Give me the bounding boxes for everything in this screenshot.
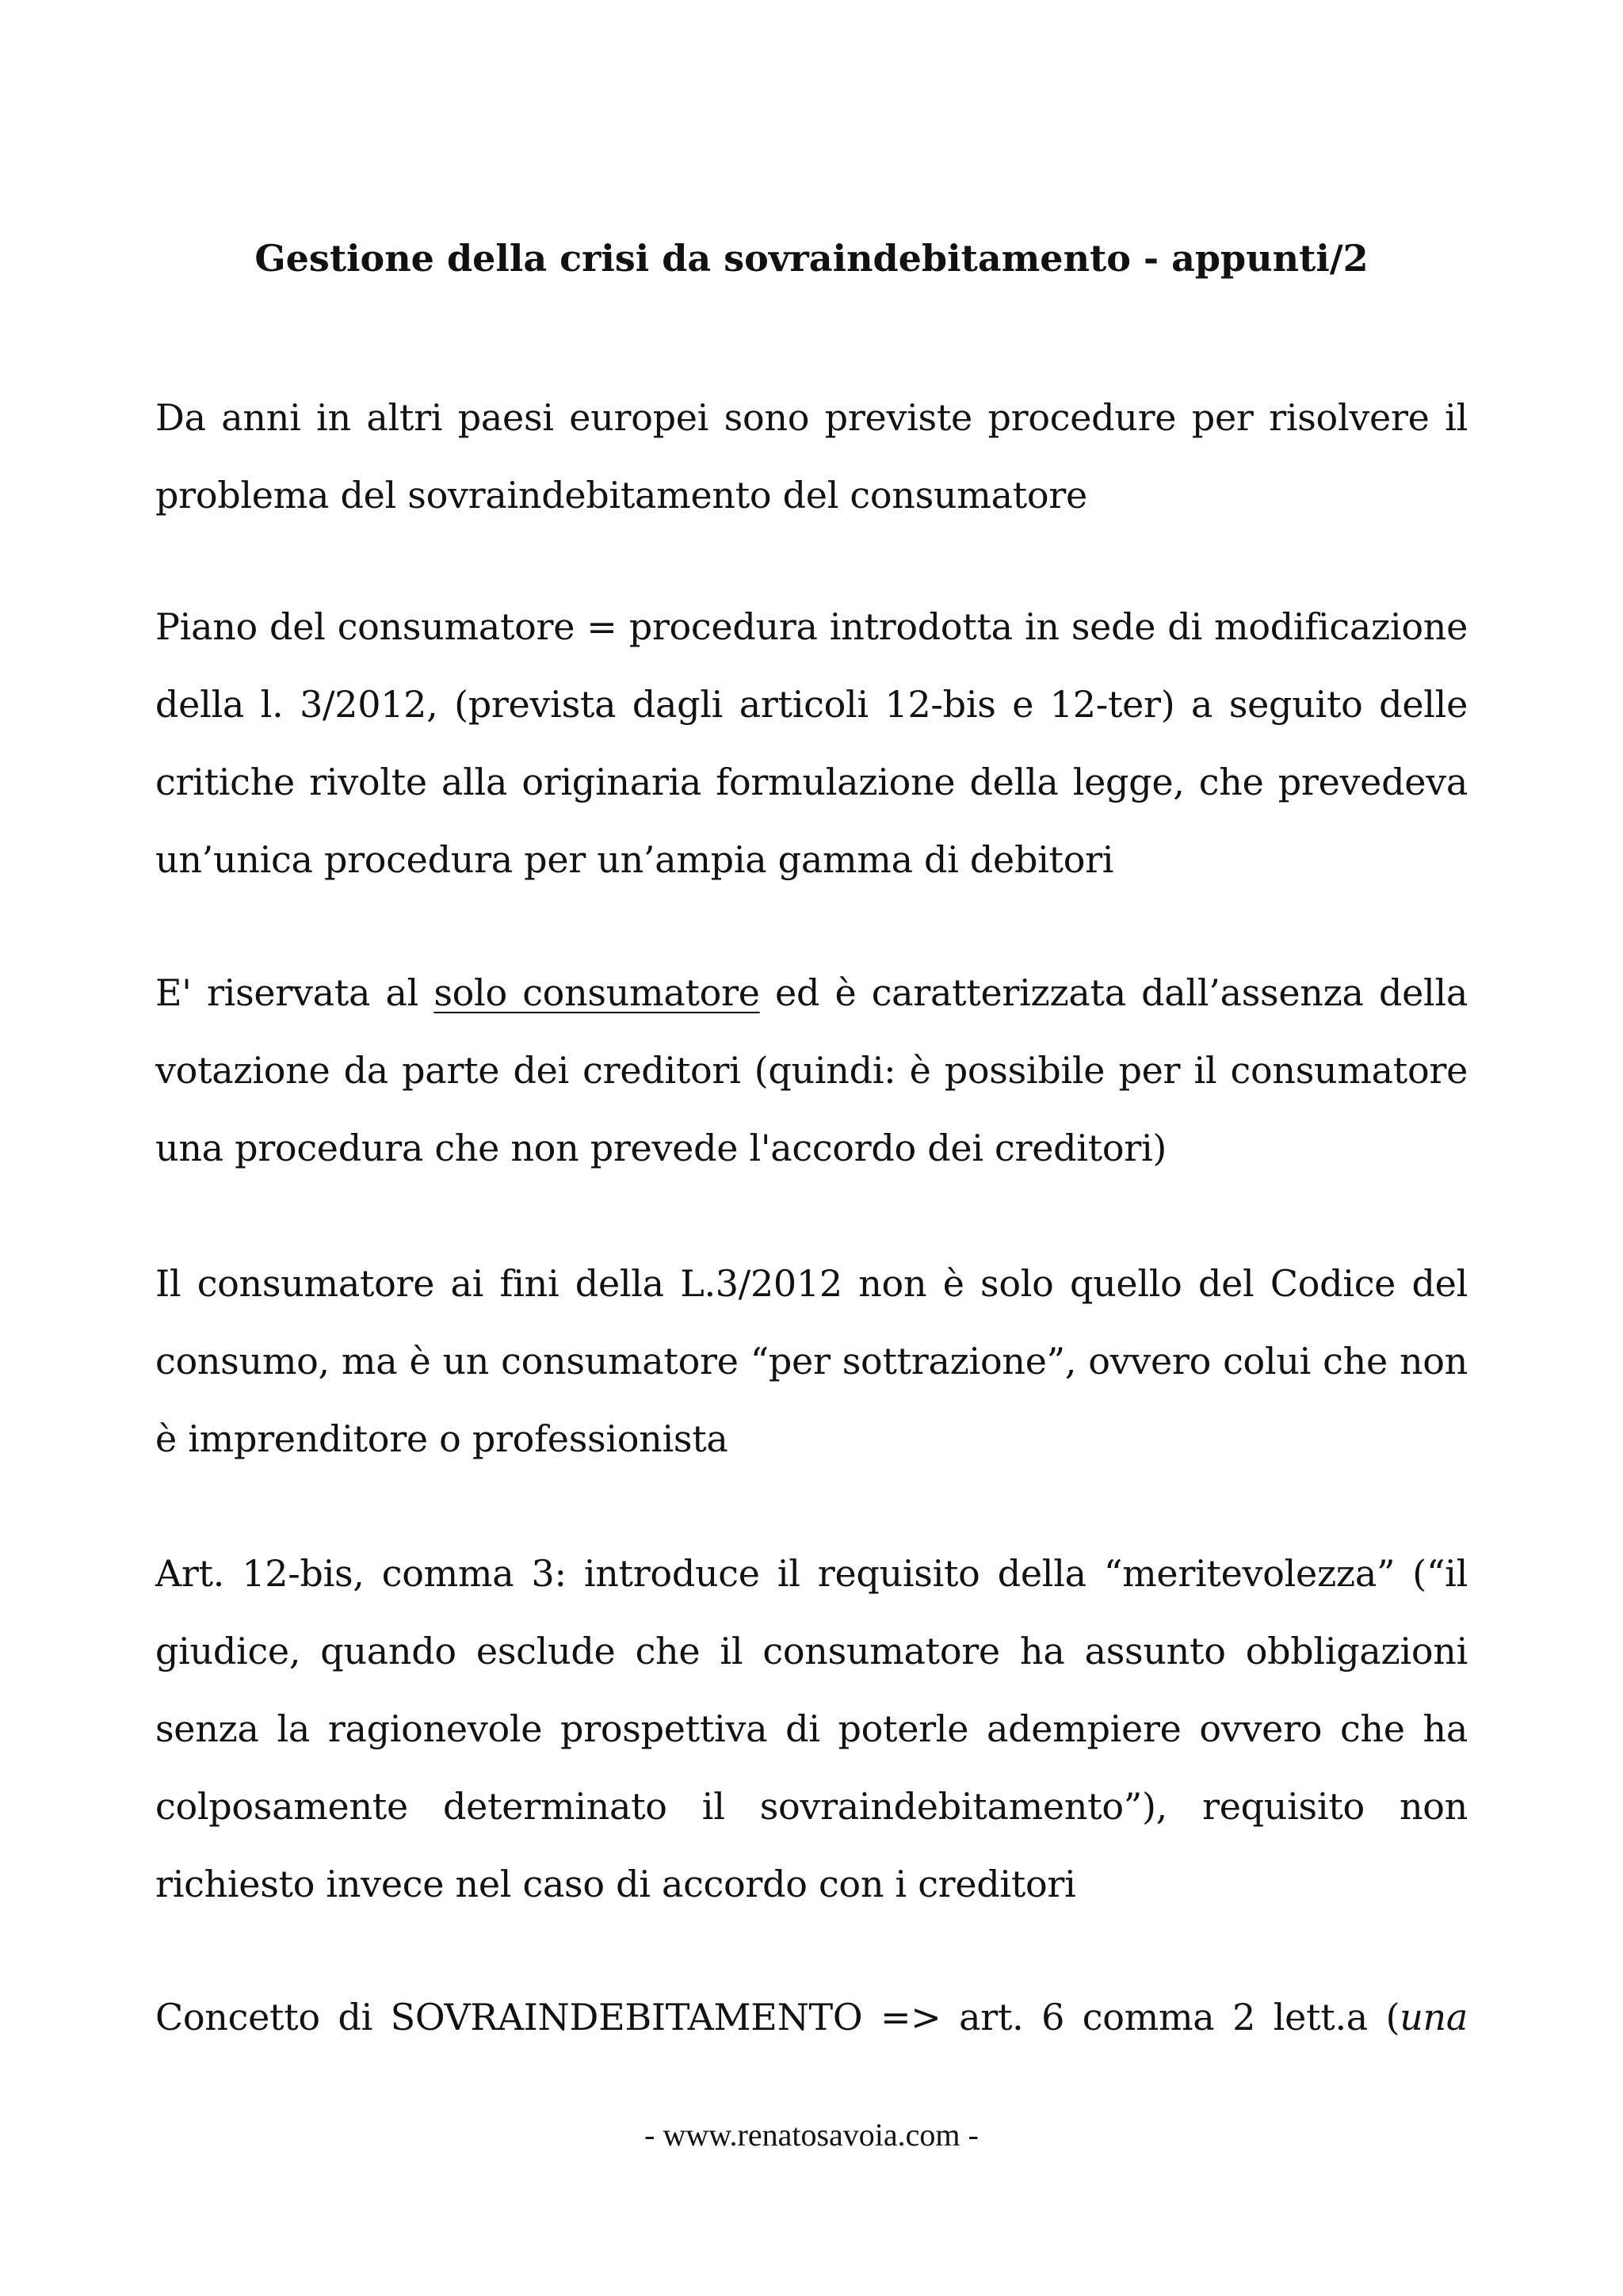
paragraph-text: Concetto di SOVRAINDEBITAMENTO => art. 6 comma 2 lett.a (	[155, 1996, 1400, 2039]
paragraph-text-after: ed è caratterizzata dall’assenza della votazione da parte dei creditori (quindi: è possibile per il consumatore una procedura che non prevede l'accordo dei creditori)	[155, 971, 1468, 1169]
paragraph-text-before: E' riservata al	[155, 971, 434, 1014]
paragraph-meritevolezza: Art. 12-bis, comma 3: introduce il requisito della “meritevolezza” (“il giudice, quando esclude che il consumatore ha assunto obbligazioni senza la ragionevole prospettiva di poterle adempiere ovvero che ha colposamente determinato il sovraindebitamento”), requisito non richiesto invece nel caso di accordo con i creditori	[155, 1552, 1468, 1905]
italic-word: una	[1400, 1996, 1468, 2039]
paragraph-piano-consumatore: Piano del consumatore = procedura introdotta in sede di modificazione della l. 3/2012, (prevista dagli articoli 12-bis e 12-ter) a seguito delle critiche rivolte alla originaria formulazione della legge, che prevedeva un’unica procedura per un’ampia gamma di debitori	[155, 605, 1468, 881]
paragraph-definizione-consumatore: Il consumatore ai fini della L.3/2012 non è solo quello del Codice del consumo, ma è un consumatore “per sottrazione”, ovvero colui che non è imprenditore o professionista	[155, 1262, 1468, 1460]
document-title: Gestione della crisi da sovraindebitamento - appunti/2	[254, 237, 1369, 280]
underlined-phrase: solo consumatore	[433, 971, 760, 1014]
page-footer-website: - www.renatosavoia.com -	[644, 2117, 979, 2153]
paragraph-concetto-sovraindebitamento	[155, 1978, 1468, 2056]
paragraph-riservata-consumatore	[155, 954, 1468, 1187]
paragraph-intro: Da anni in altri paesi europei sono previste procedure per risolvere il problema del sovraindebitamento del consumatore	[155, 396, 1468, 517]
